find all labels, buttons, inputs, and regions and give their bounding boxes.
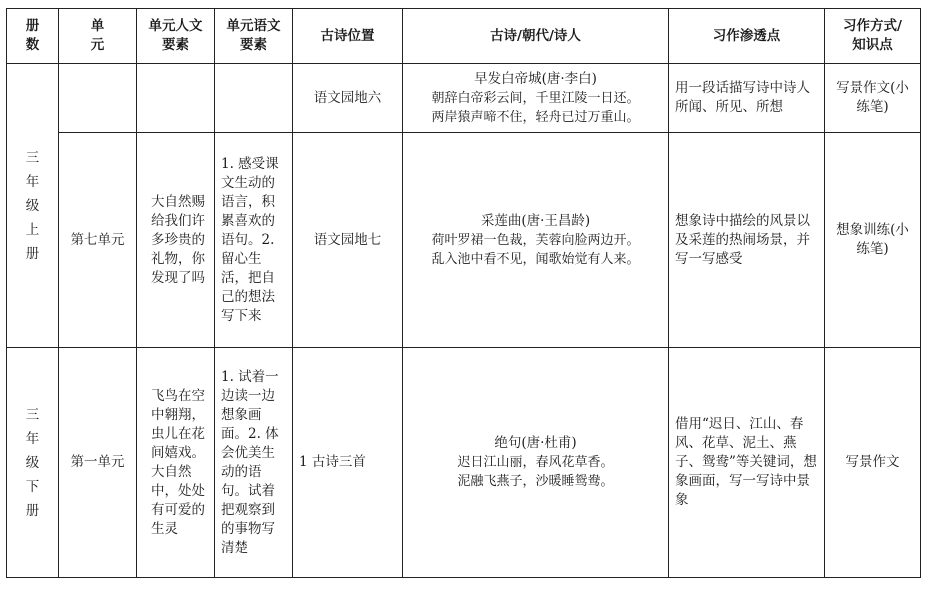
poem-line: 荷叶罗裙一色裁，芙蓉向脸两边开。 [431, 232, 640, 248]
poem-cell [403, 64, 669, 133]
language-cell: 1. 试着一边读一边想象画面。2. 体会优美生动的语句。试着把观察到的事物写清楚 [215, 348, 293, 578]
writing-method-cell: 写景作文 [825, 348, 921, 578]
language-cell [215, 64, 293, 133]
header-writing-point: 习作渗透点 [669, 9, 825, 64]
poem-title: 早发白帝城(唐·李白) [474, 70, 597, 87]
volume-cell-grade3-lower: 三年级下册 [7, 348, 59, 578]
header-poem-location: 古诗位置 [293, 9, 403, 64]
poem-location-cell: 1 古诗三首 [293, 348, 403, 578]
poem-line: 乱入池中看不见，闻歌始觉有人来。 [431, 251, 640, 267]
header-humanistic: 单元人文 要素 [137, 9, 215, 64]
poem-cell [403, 133, 669, 348]
header-unit: 单 元 [59, 9, 137, 64]
poem-line: 朝辞白帝彩云间，千里江陵一日还。 [431, 90, 640, 106]
humanistic-cell [137, 64, 215, 133]
table-row [7, 133, 921, 348]
writing-point-cell: 借用“迟日、江山、春风、花草、泥土、燕子、鸳鸯”等关键词，想象画面，写一写诗中景象 [669, 348, 825, 578]
writing-method-cell: 写景作文(小练笔) [825, 64, 921, 133]
poem-title: 采莲曲(唐·王昌龄) [480, 212, 591, 229]
unit-cell: 第一单元 [59, 348, 137, 578]
header-writing-method: 习作方式/ 知识点 [825, 9, 921, 64]
writing-method-cell: 想象训练(小练笔) [825, 133, 921, 348]
table-row [7, 64, 921, 133]
table-row [7, 348, 921, 578]
header-language: 单元语文 要素 [215, 9, 293, 64]
volume-cell-grade3-upper: 三年级上册 [7, 64, 59, 348]
humanistic-cell: 大自然赐给我们许多珍贵的礼物，你发现了吗 [137, 133, 215, 348]
header-volume: 册 数 [7, 9, 59, 64]
unit-cell: 第七单元 [59, 133, 137, 348]
poem-line: 泥融飞燕子，沙暖睡鸳鸯。 [457, 474, 614, 489]
poem-line: 迟日江山丽，春风花草香。 [457, 455, 614, 470]
poem-location-cell: 语文园地六 [293, 64, 403, 133]
poem-cell [403, 348, 669, 578]
unit-cell [59, 64, 137, 133]
poem-line: 两岸猿声啼不住，轻舟已过万重山。 [431, 109, 640, 125]
language-cell: 1. 感受课文生动的语言，积累喜欢的语句。2. 留心生活，把自己的想法写下来 [215, 133, 293, 348]
humanistic-cell: 飞鸟在空中翱翔，虫儿在花间嬉戏。大自然中，处处有可爱的生灵 [137, 348, 215, 578]
poem-location-cell: 语文园地七 [293, 133, 403, 348]
header-row [7, 9, 921, 64]
header-poem-info: 古诗/朝代/诗人 [403, 9, 669, 64]
writing-point-cell: 想象诗中描绘的风景以及采莲的热闹场景，并写一写感受 [669, 133, 825, 348]
writing-point-cell: 用一段话描写诗中诗人所闻、所见、所想 [669, 64, 825, 133]
poetry-writing-table [6, 8, 921, 578]
poem-title: 绝句(唐·杜甫) [494, 435, 577, 451]
